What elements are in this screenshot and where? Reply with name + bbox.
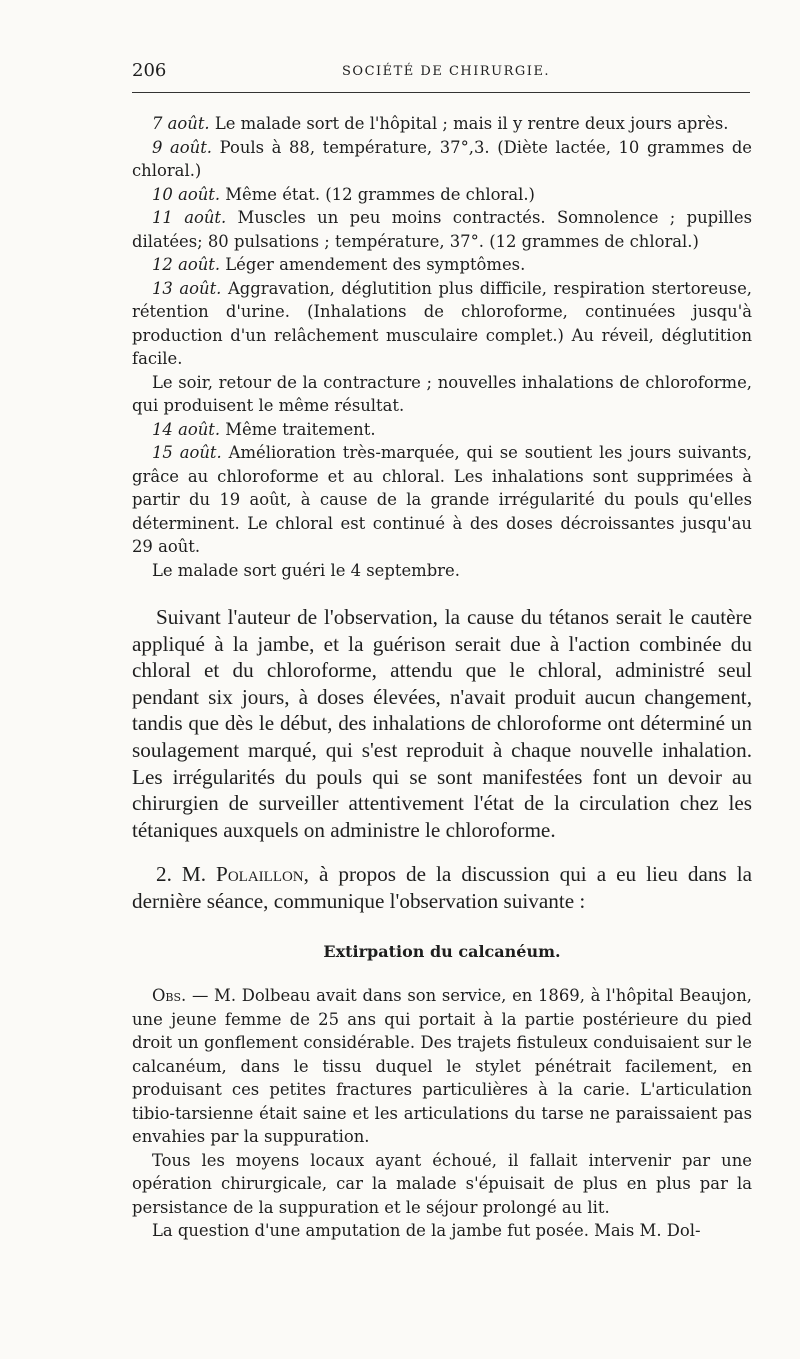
entry-text: Amélioration très-marquée, qui se soutient les jours suivants, grâce au chloroforme et au chloral. Les inhalations sont supprimées à partir du 19 août, à cause de la grande irrégularité du pouls qu'elles déterminent. Le chloral est continué à des doses décroissantes jusqu'au 29 août. — [132, 443, 752, 556]
observation-paragraph — [132, 984, 752, 1149]
entry-date: 9 août. — [152, 137, 213, 157]
journal-entry — [132, 253, 752, 277]
entry-text: Pouls à 88, température, 37°,3. (Diète lactée, 10 grammes de chloral.) — [132, 137, 753, 180]
entry-text: Le malade sort guéri le 4 septembre. — [152, 560, 460, 580]
journal-entry — [132, 136, 752, 183]
page-number: 206 — [132, 60, 167, 81]
journal-entry — [132, 441, 752, 559]
entry-text: Léger amendement des symptômes. — [220, 255, 526, 274]
observation-paragraph: La question d'une amputation de la jambe fut posée. Mais M. Dol- — [152, 1221, 701, 1240]
obs-label: Obs. — [152, 986, 187, 1005]
entry-text: Muscles un peu moins contractés. Somnolence ; pupilles dilatées; 80 pulsations ; température, 37°. (12 grammes de chloral.) — [132, 208, 752, 251]
entry-date: 10 août. — [152, 184, 221, 204]
communication-paragraph — [132, 861, 752, 914]
entry-text: Le malade sort de l'hôpital ; mais il y rentre deux jours après. — [209, 114, 729, 133]
observation — [132, 984, 752, 1243]
journal-entry — [132, 371, 752, 418]
author-name: Polaillon — [216, 862, 304, 887]
entry-date: 13 août. — [152, 278, 222, 298]
commentary-paragraph: Suivant l'auteur de l'observation, la cause du tétanos serait le cautère appliqué à la jambe, et la guérison serait due à l'action combinée du chloral et du chloroforme, attendu que le chloral, administré seul pendant six jours, à doses élevées, n'avait produit aucun changement, tandis que dès le début, des inhalations de chloroforme ont déterminé un soulagement marqué, qui s'est reproduit à chaque nouvelle inhalation. Les irrégularités du pouls qui se sont manifestées font un devoir au chirurgien de surveiller attentivement l'état de la circulation chez les tétaniques auxquels on administre le chloroforme. — [132, 605, 752, 842]
journal-entry — [132, 206, 752, 253]
obs-text: M. Dolbeau avait dans son service, en 1869, à l'hôpital Beaujon, une jeune femme de 25 ans qui portait à la partie postérieure du pied droit un gonflement considérable. Des trajets fistuleux conduisaient sur le calcanéum, dans le tissu duquel le stylet pénétrait facilement, en produisant ces petites fractures particulières à la carie. L'articulation tibio-tarsienne était saine et les articulations du tarse ne paraissaient pas envahies par la suppuration. — [132, 986, 753, 1146]
journal-entry — [132, 112, 752, 136]
journal-entry — [132, 183, 752, 207]
running-head: SOCIÉTÉ DE CHIRURGIE. — [342, 64, 551, 79]
obs-dash: — — [186, 986, 215, 1005]
entry-date: 15 août. — [152, 443, 222, 462]
section-title: Extirpation du calcanéum. — [323, 942, 561, 961]
communication-text: , à propos de la discussion qui a eu lieu dans la dernière séance, communique l'observation suivante : — [132, 862, 753, 913]
entry-text: Même état. (12 grammes de chloral.) — [220, 184, 535, 204]
main-text — [132, 604, 752, 915]
journal-entry — [132, 559, 752, 583]
entry-date: 12 août. — [152, 255, 221, 274]
page-header — [132, 58, 752, 84]
entry-text: Même traitement. — [220, 419, 376, 439]
journal-entry — [132, 418, 752, 442]
entry-date: 14 août. — [152, 419, 221, 439]
entry-text: Le soir, retour de la contracture ; nouvelles inhalations de chloroforme, qui produisent le même résultat. — [132, 372, 752, 415]
entry-date: 7 août. — [152, 114, 210, 133]
communication-prefix: 2. M. — [156, 862, 217, 887]
entry-text: Aggravation, déglutition plus difficile, respiration stertoreuse, rétention d'urine. (Inhalations de chloroforme, continuées jusqu'à production d'un relâchement musculaire complet.) Au réveil, déglutition facile. — [132, 278, 753, 368]
case-journal — [132, 112, 752, 582]
observation-paragraph: Tous les moyens locaux ayant échoué, il fallait intervenir par une opération chirurgicale, car la malade s'épuisait de plus en plus par la persistance de la suppuration et le séjour prolongé au lit. — [132, 1150, 752, 1217]
header-rule — [132, 92, 750, 93]
journal-entry — [132, 277, 752, 371]
entry-date: 11 août. — [152, 208, 227, 227]
